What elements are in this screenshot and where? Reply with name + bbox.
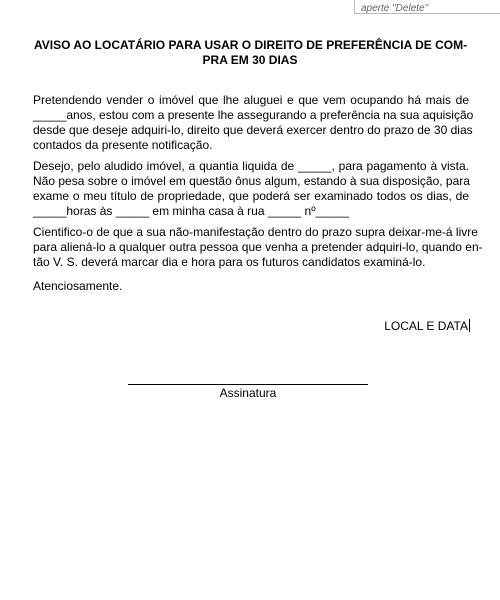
paragraph-line: contados da presente notificação. [33, 138, 213, 152]
paragraph-closing[interactable] [33, 279, 469, 294]
paragraph-sale-notice[interactable] [33, 93, 474, 153]
document-title-line-1: AVISO AO LOCATÁRIO PARA USAR O DIREITO DE PREFERÊNCIA DE COM- [34, 38, 468, 52]
local-and-date-field[interactable] [384, 319, 470, 334]
signature-line [128, 384, 368, 385]
paragraph-line: _____horas às _____ em minha casa à rua _____ nº_____ [33, 204, 349, 218]
text-cursor [469, 319, 470, 332]
hint-tooltip-text: aperte "Delete" [361, 3, 429, 14]
paragraph-line: exame o meu título de propriedade, que poderá ser examinado todos os dias, de [33, 189, 469, 203]
paragraph-line: Cientifico-o de que a sua não-manifestação dentro do prazo supra deixar-me-á livre [33, 225, 478, 239]
paragraph-line: desde que deseje adquiri-lo, direito que deverá exercer dentro do prazo de 30 dias [33, 123, 473, 137]
closing-text: Atenciosamente. [33, 279, 123, 293]
paragraph-price-terms[interactable] [33, 159, 469, 219]
paragraph-line: Pretendendo vender o imóvel que lhe aluguei e que vem ocupando há mais de [33, 93, 469, 107]
signature-label: Assinatura [219, 386, 277, 400]
document-title [34, 38, 466, 68]
hint-tooltip [354, 0, 500, 14]
document-title-line-2: PRA EM 30 DIAS [202, 53, 298, 67]
paragraph-line: Não pesa sobre o imóvel em questão ônus algum, estando à sua disposição, para [33, 174, 470, 188]
paragraph-line: para aliená-lo a qualquer outra pessoa que venha a pretender adquiri-lo, quando en- [33, 240, 483, 254]
paragraph-line: tão V. S. deverá marcar dia e hora para os futuros candidatos examiná-lo. [33, 255, 426, 269]
local-and-date-text: LOCAL E DATA [384, 319, 468, 333]
paragraph-line: _____anos, estou com a presente lhe assegurando a preferência na sua aquisição [33, 108, 474, 122]
paragraph-non-manifestation[interactable] [33, 225, 483, 270]
paragraph-line: Desejo, pelo aludido imóvel, a quantia liquida de _____, para pagamento à vista. [33, 159, 469, 173]
